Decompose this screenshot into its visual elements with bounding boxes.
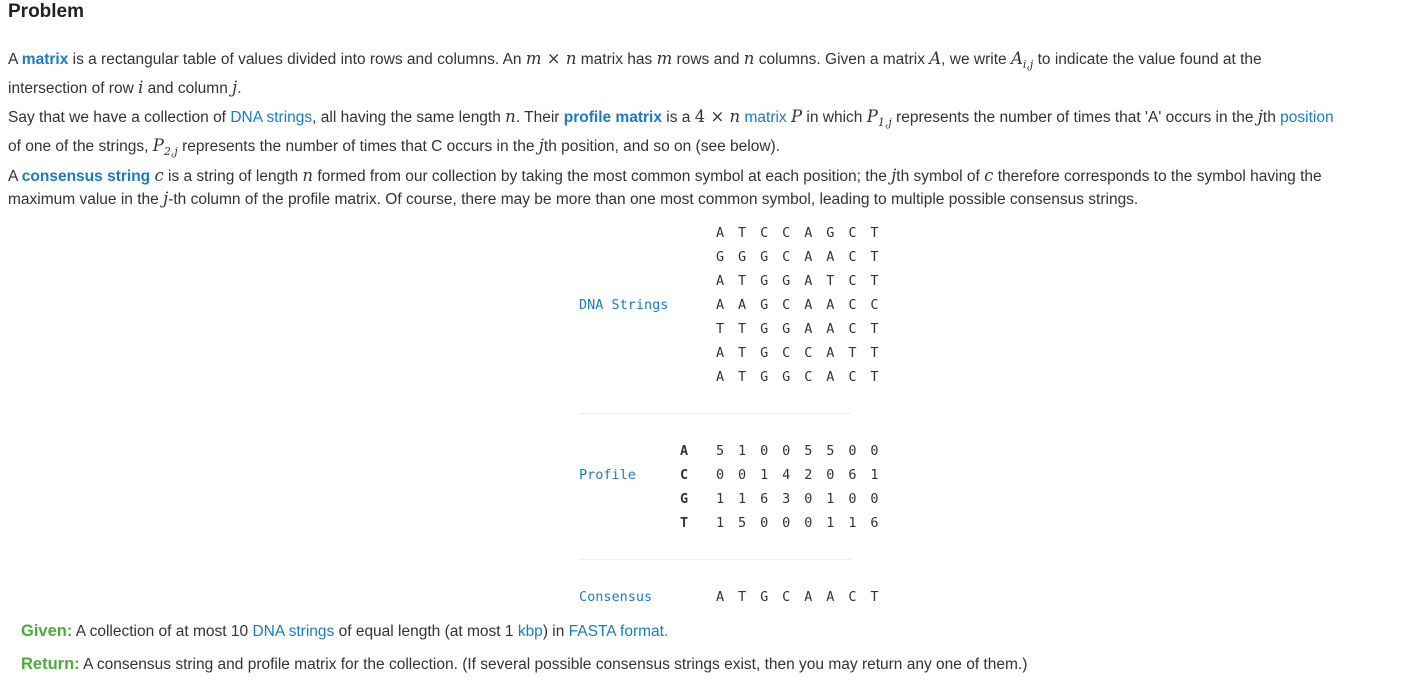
text: Say that we have a collection of <box>8 109 231 126</box>
math-P: P <box>791 107 803 126</box>
consensus-label: Consensus <box>579 589 653 605</box>
dna-strings-link[interactable]: DNA strings <box>252 623 335 640</box>
profile-symbol-label: T <box>680 515 689 531</box>
matrix-link[interactable]: matrix <box>744 109 787 126</box>
text: columns. Given a matrix <box>754 51 930 68</box>
text: , we write <box>941 51 1011 68</box>
text: ) in <box>542 623 569 640</box>
return-section <box>21 653 1027 676</box>
math-n: n <box>729 107 741 126</box>
dna-string-row: G G G C A A C T <box>716 249 882 265</box>
consensus-string-term: consensus string <box>21 168 151 185</box>
profile-counts-row: 1 5 0 0 0 1 1 6 <box>716 515 882 531</box>
position-link[interactable]: position <box>1280 109 1334 126</box>
kbp-link[interactable]: kbp <box>517 623 543 640</box>
math-A-ij: A <box>1010 49 1023 68</box>
math-4: 4 <box>694 107 706 126</box>
dna-strings-label: DNA Strings <box>579 297 669 313</box>
math-j: j <box>163 189 169 208</box>
text: -th column of the profile matrix. Of course, there may be more than one most common symbol, leading to multiple possible consensus strings. <box>168 191 1139 208</box>
profile-definition-paragraph <box>8 105 1408 163</box>
text: th symbol of <box>896 168 985 185</box>
text: A <box>8 168 22 185</box>
text: A consensus string and profile matrix for the collection. (If several possible consensus strings exist, then you may return any one of them.) <box>79 656 1028 673</box>
divider <box>579 413 851 414</box>
text: in which <box>802 109 867 126</box>
text: of one of the strings, <box>8 138 153 155</box>
profile-counts-row: 1 1 6 3 0 1 0 0 <box>716 491 882 507</box>
profile-matrix-term: profile matrix <box>563 109 662 126</box>
return-label: Return: <box>21 655 80 673</box>
profile-symbol-label: G <box>680 491 689 507</box>
profile-counts-row: 0 0 1 4 2 0 6 1 <box>716 467 882 483</box>
math-subscript-2j: 2,j <box>163 145 178 158</box>
text: of equal length (at most 1 <box>334 623 518 640</box>
matrix-definition-paragraph <box>8 47 1408 100</box>
given-section <box>21 620 668 643</box>
math-m: m <box>525 49 542 68</box>
math-subscript-ij: i,j <box>1022 58 1034 71</box>
dna-string-row: A T G G C A C T <box>716 369 882 385</box>
math-n: n <box>505 107 516 126</box>
text: is a string of length <box>163 168 303 185</box>
text: A collection of at most 10 <box>72 623 253 640</box>
profile-symbol-label: C <box>680 467 689 483</box>
math-j: j <box>1257 107 1263 126</box>
dna-string-row: A T G G A T C T <box>716 273 882 289</box>
text: to indicate the value found at the <box>1033 51 1262 68</box>
given-label: Given: <box>21 622 73 640</box>
text: . <box>663 623 669 640</box>
dna-string-row: A T G C C A T T <box>716 345 882 361</box>
text: . <box>237 80 242 97</box>
math-n: n <box>302 166 314 185</box>
math-times: × <box>705 107 730 126</box>
math-subscript-1j: 1,j <box>877 116 892 129</box>
text: is a <box>661 109 695 126</box>
text: th <box>1262 109 1281 126</box>
math-j: j <box>538 136 544 155</box>
math-n: n <box>565 49 577 68</box>
dna-string-row: A A G C A A C C <box>716 297 882 313</box>
profile-counts-row: 5 1 0 0 5 5 0 0 <box>716 443 882 459</box>
text: is a rectangular table of values divided into rows and columns. An <box>68 51 526 68</box>
text: , all having the same length <box>312 109 506 126</box>
math-c: c <box>154 166 164 185</box>
text: . Their <box>515 109 564 126</box>
text: represents the number of times that 'A' occurs in the <box>891 109 1258 126</box>
text: th position, and so on (see below). <box>543 138 780 155</box>
math-P: P <box>152 136 164 155</box>
problem-heading: Problem <box>8 1 85 22</box>
text: intersection of row <box>8 80 139 97</box>
consensus-definition-paragraph <box>8 165 1408 211</box>
math-i: i <box>138 78 144 97</box>
dna-string-row: A T C C A G C T <box>716 225 882 241</box>
matrix-term: matrix <box>21 51 69 68</box>
text: represents the number of times that C occurs in the <box>177 138 539 155</box>
fasta-format-link[interactable]: FASTA format <box>568 623 664 640</box>
text: therefore corresponds to the symbol having the <box>993 168 1322 185</box>
profile-label: Profile <box>579 467 636 483</box>
text: rows and <box>672 51 744 68</box>
text: maximum value in the <box>8 191 164 208</box>
text: formed from our collection by taking the most common symbol at each position; the <box>313 168 892 185</box>
math-j: j <box>232 78 238 97</box>
math-c: c <box>984 166 994 185</box>
dna-string-row: T T G G A A C T <box>716 321 882 337</box>
math-times: × <box>541 49 566 68</box>
profile-symbol-label: A <box>680 443 689 459</box>
math-j: j <box>891 166 897 185</box>
dna-strings-link[interactable]: DNA strings <box>230 109 313 126</box>
math-P: P <box>866 107 878 126</box>
text: matrix has <box>576 51 657 68</box>
math-A: A <box>929 49 942 68</box>
consensus-string: A T G C A A C T <box>716 589 882 605</box>
text: and column <box>143 80 233 97</box>
math-m: m <box>656 49 673 68</box>
text: A <box>8 51 22 68</box>
math-n: n <box>743 49 755 68</box>
divider <box>579 559 851 560</box>
